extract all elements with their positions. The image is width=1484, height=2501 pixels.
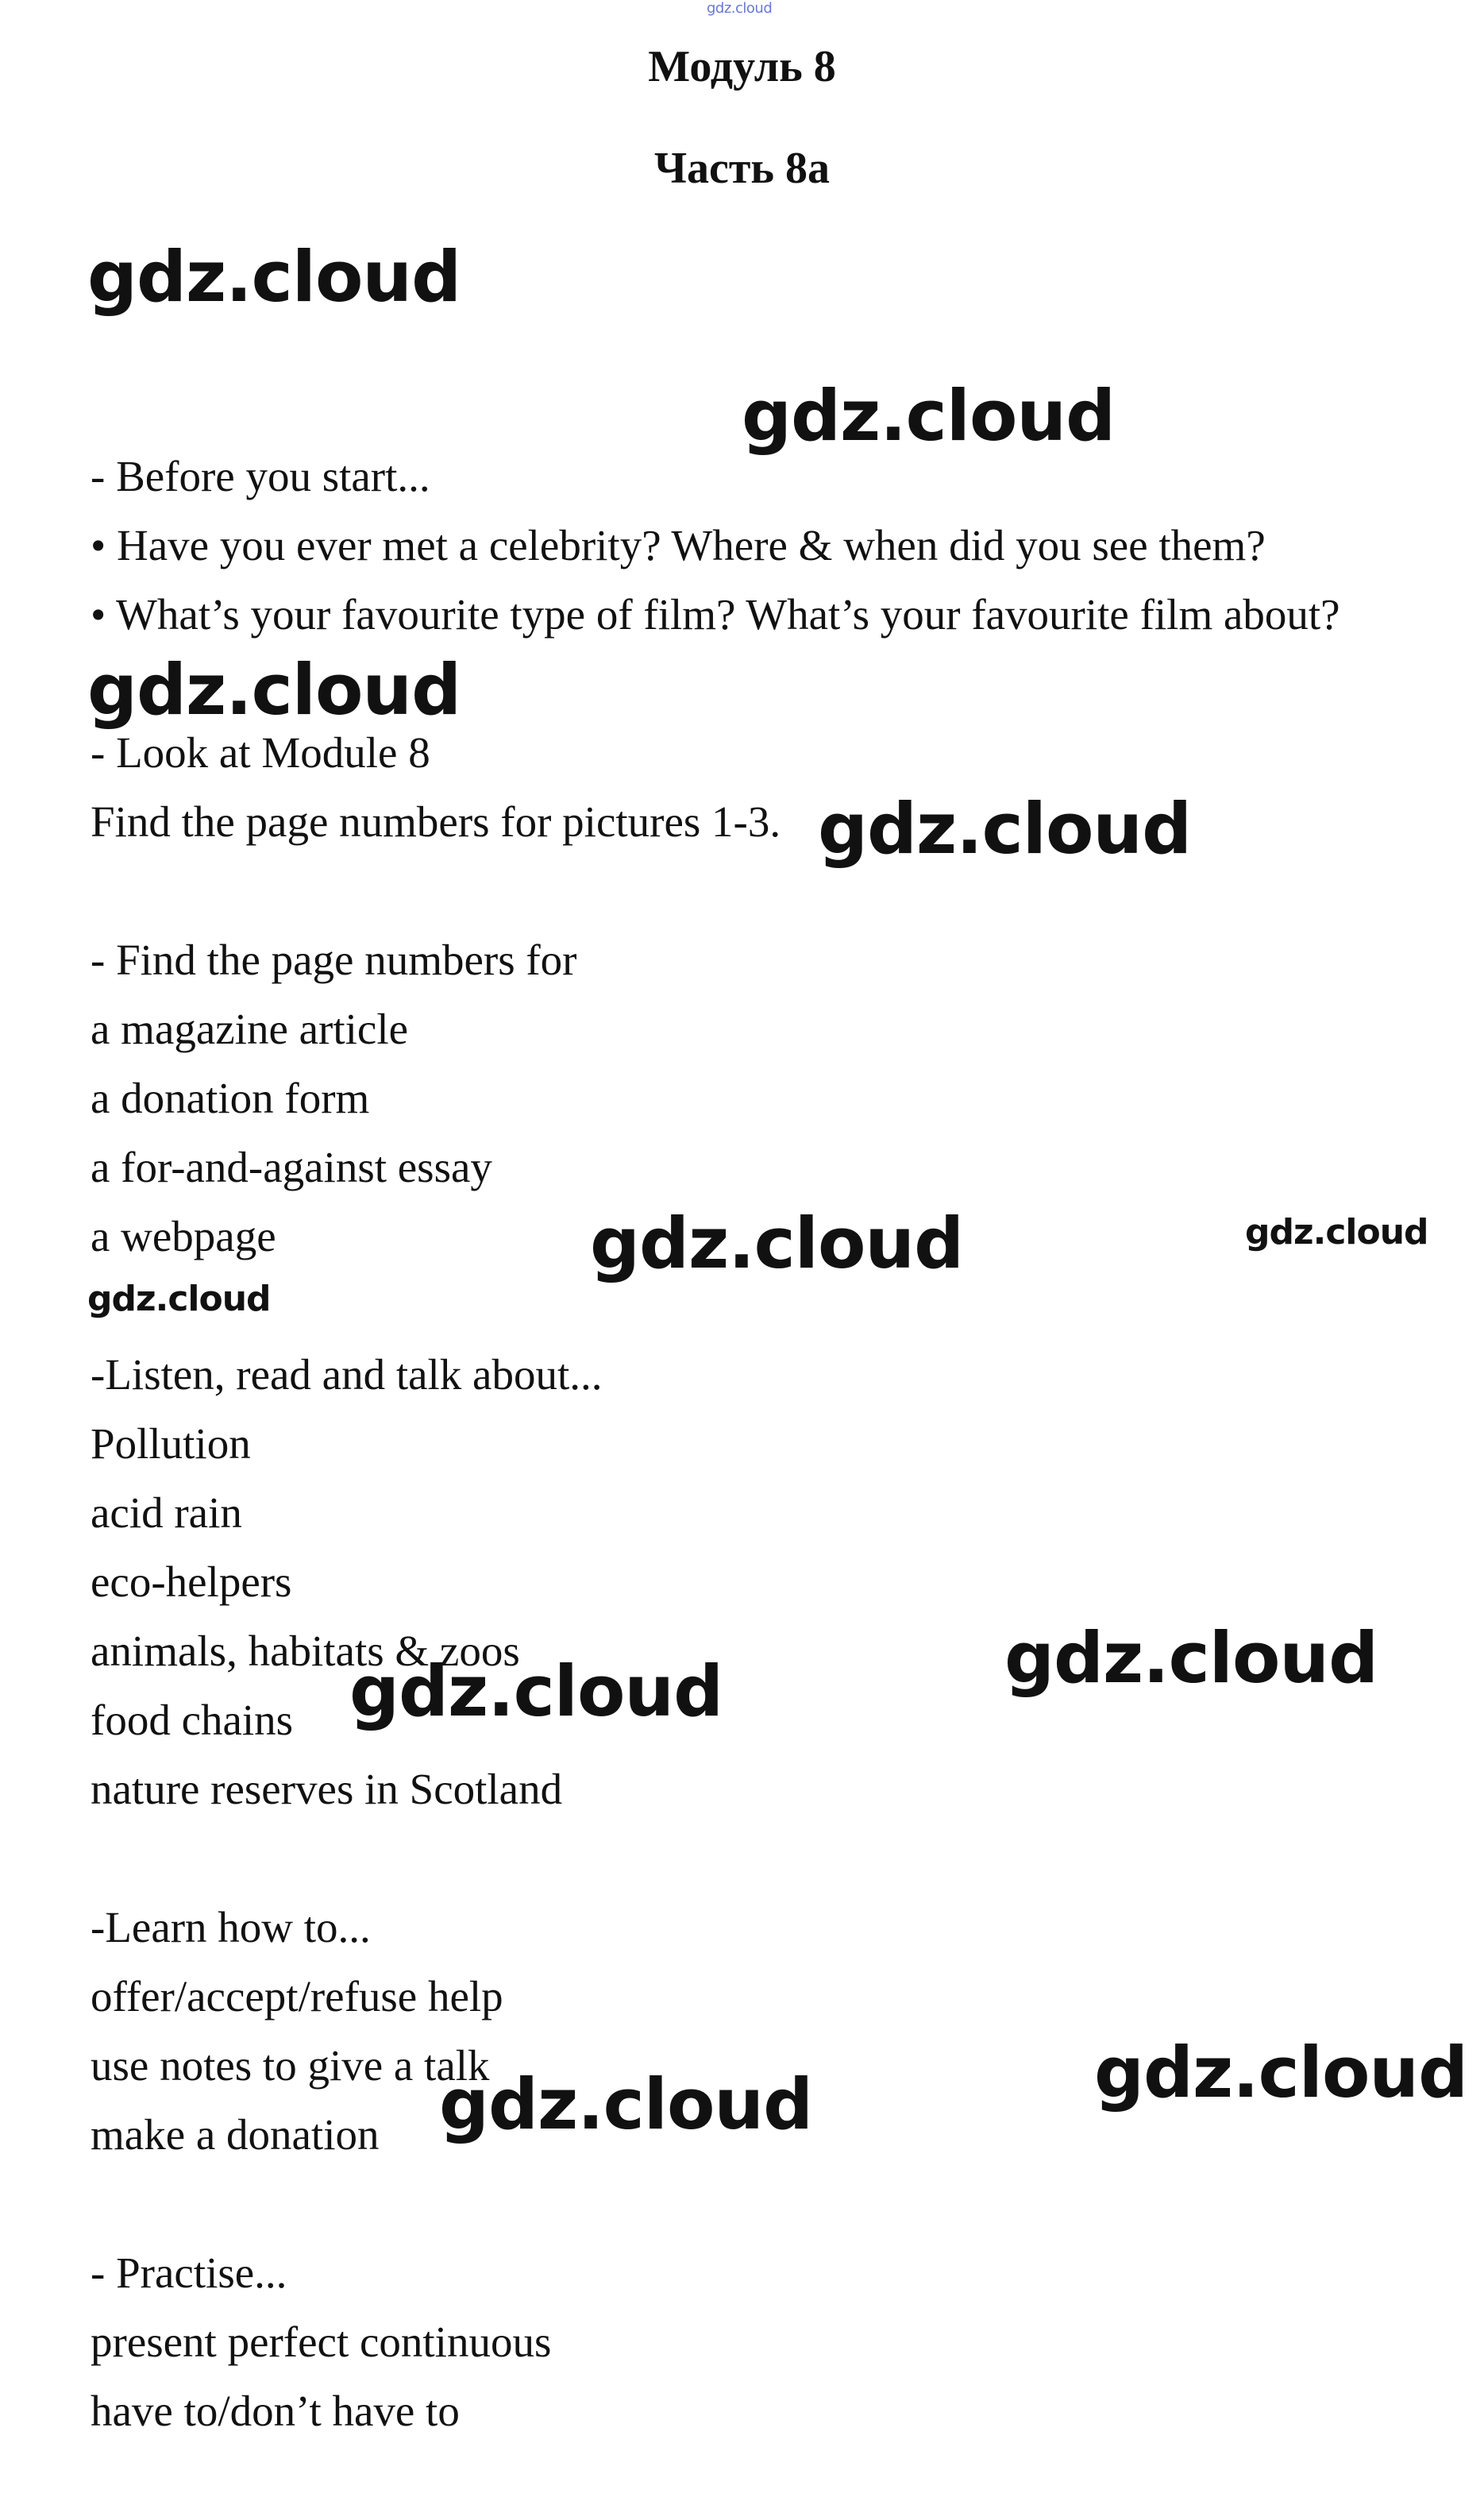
before-heading: - Before you start...	[91, 452, 430, 500]
find-item: a donation form	[91, 1074, 370, 1122]
watermark: gdz.cloud	[87, 649, 461, 731]
listen-item: animals, habitats & zoos	[91, 1627, 520, 1675]
watermark: gdz.cloud	[818, 788, 1192, 870]
module-title: Модуль 8	[648, 42, 836, 91]
find-item: a magazine article	[91, 1005, 409, 1053]
watermark: gdz.cloud	[1094, 2032, 1468, 2113]
find-item: a for-and-against essay	[91, 1143, 492, 1191]
learn-item: use notes to give a talk	[91, 2041, 490, 2090]
watermark: gdz.cloud	[439, 2063, 813, 2145]
watermark: gdz.cloud	[1004, 1617, 1378, 1699]
top-watermark: gdz.cloud	[707, 0, 773, 17]
watermark: gdz.cloud	[1245, 1212, 1428, 1252]
listen-item: food chains	[91, 1696, 294, 1744]
find-item: a webpage	[91, 1212, 276, 1260]
before-item: • Have you ever met a celebrity? Where & when did you see them?	[91, 521, 1266, 569]
listen-item: Pollution	[91, 1419, 251, 1468]
watermark: gdz.cloud	[87, 236, 461, 318]
watermark: gdz.cloud	[742, 375, 1116, 457]
practise-item: have to/don’t have to	[91, 2387, 460, 2435]
watermark: gdz.cloud	[590, 1202, 964, 1284]
listen-item: eco-helpers	[91, 1557, 292, 1606]
watermark: gdz.cloud	[87, 1279, 271, 1319]
listen-item: acid rain	[91, 1488, 242, 1537]
part-title: Часть 8а	[653, 144, 831, 193]
practise-item: present perfect continuous	[91, 2318, 552, 2366]
practise-heading: - Practise...	[91, 2248, 287, 2297]
look-text: Find the page numbers for pictures 1-3.	[91, 797, 781, 846]
look-heading: - Look at Module 8	[91, 728, 430, 777]
watermark: gdz.cloud	[349, 1650, 723, 1732]
learn-item: offer/accept/refuse help	[91, 1972, 503, 2020]
find-heading: - Find the page numbers for	[91, 936, 577, 984]
learn-heading: -Learn how to...	[91, 1903, 371, 1951]
listen-item: nature reserves in Scotland	[91, 1765, 563, 1813]
before-item: • What’s your favourite type of film? What’s your favourite film about?	[91, 590, 1340, 639]
learn-item: make a donation	[91, 2110, 380, 2159]
listen-heading: -Listen, read and talk about...	[91, 1350, 603, 1399]
